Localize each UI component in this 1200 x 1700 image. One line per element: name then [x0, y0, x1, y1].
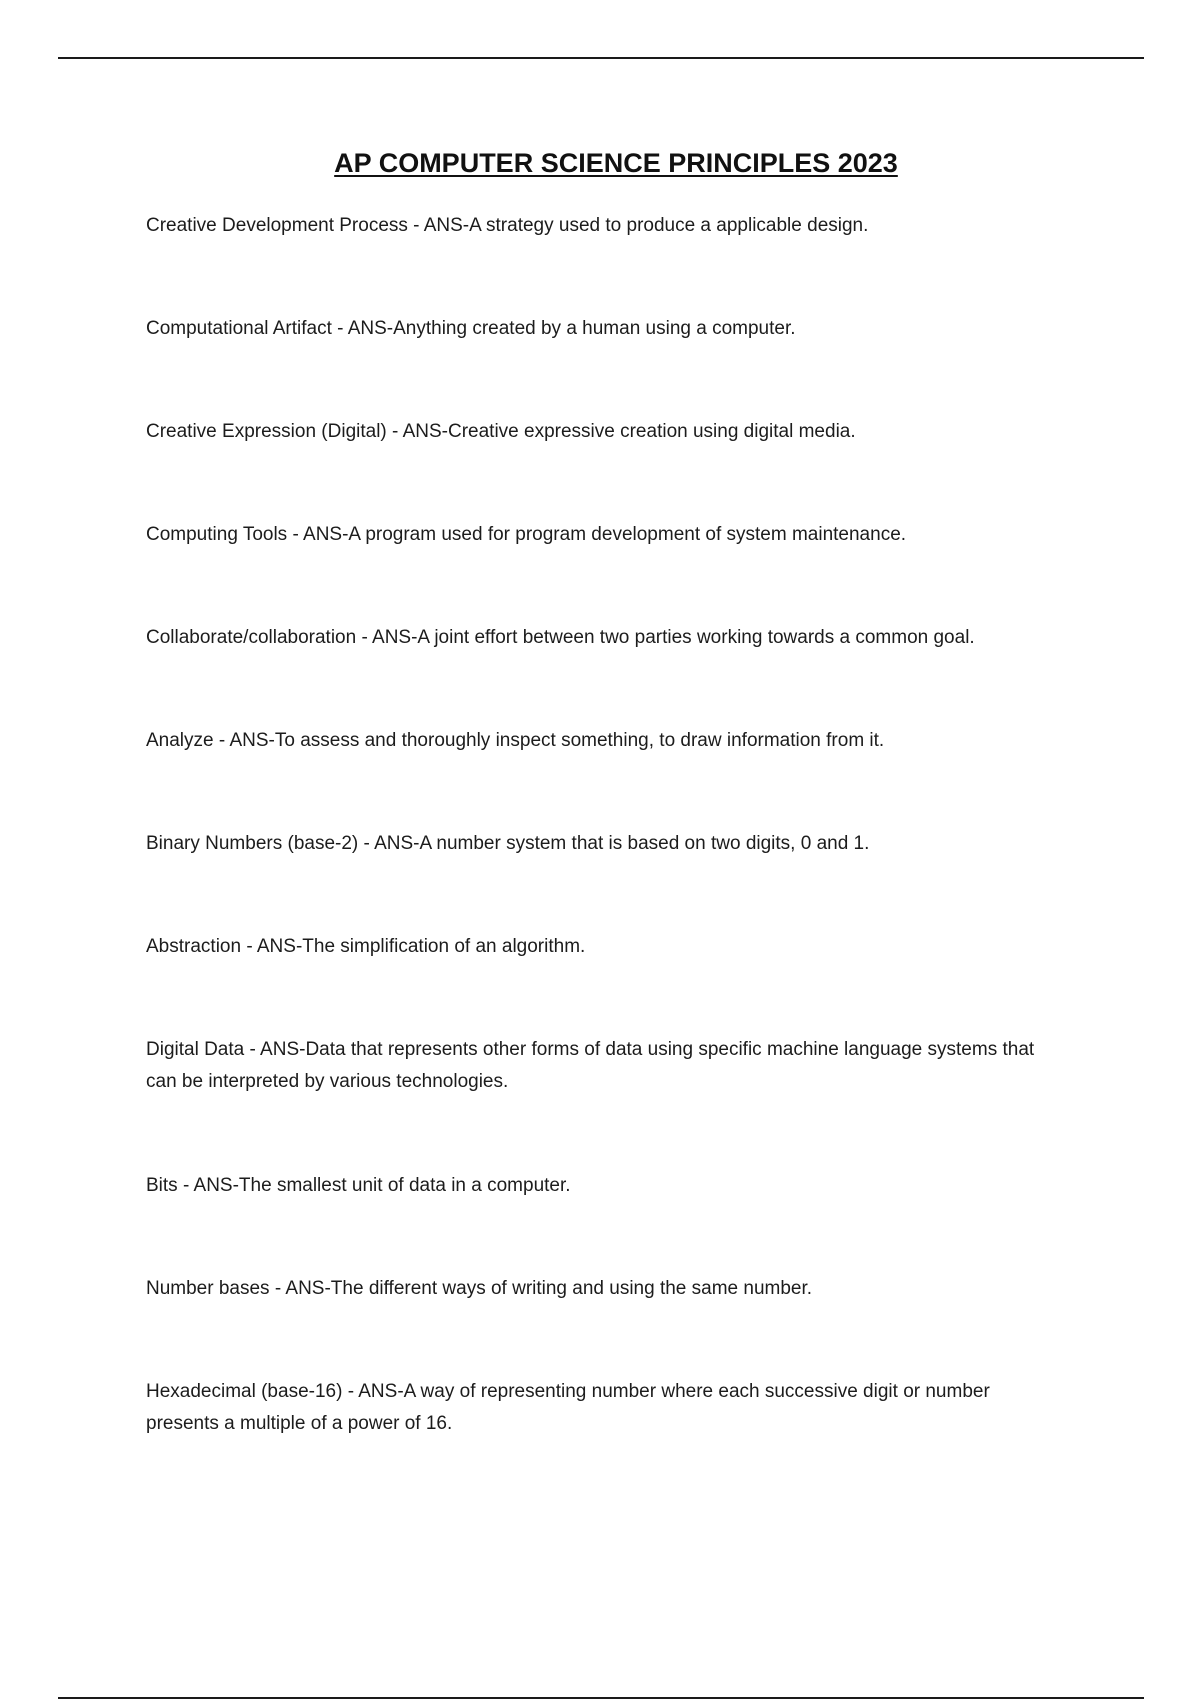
glossary-entry [146, 1376, 1066, 1440]
entry-term: Analyze [146, 730, 214, 751]
entry-definition: A program used for program development of system maintenance. [348, 524, 907, 545]
entry-term: Collaborate/collaboration [146, 627, 357, 648]
entry-definition: A number system that is based on two digits, 0 and 1. [419, 833, 870, 854]
entry-definition: The different ways of writing and using the same number. [330, 1278, 813, 1299]
entry-term: Creative Expression (Digital) [146, 421, 387, 442]
entry-definition: The simplification of an algorithm. [302, 936, 586, 957]
entry-separator: - ANS- [407, 215, 470, 236]
entry-term: Abstraction [146, 936, 242, 957]
entry-separator: - ANS- [241, 936, 303, 957]
entry-separator: - ANS- [342, 1381, 404, 1402]
entry-term: Bits [146, 1175, 178, 1196]
entry-definition: A joint effort between two parties working towards a common goal. [417, 627, 975, 648]
entry-term: Hexadecimal (base-16) [146, 1381, 343, 1402]
entry-separator: - ANS- [356, 627, 418, 648]
glossary-entry [146, 725, 1066, 757]
entry-term: Computational Artifact [146, 318, 332, 339]
entry-separator: - ANS- [244, 1039, 306, 1060]
entry-definition: Anything created by a human using a computer. [393, 318, 796, 339]
glossary-entry [146, 416, 1066, 448]
glossary-entry [146, 1034, 1066, 1098]
entry-definition: To assess and thoroughly inspect something, to draw information from it. [274, 730, 885, 751]
glossary-entry [146, 313, 1066, 345]
entry-definition: A way of representing number where each successive digit or number presents a multiple of a power of 16. [146, 1381, 990, 1434]
glossary-entry [146, 1170, 1066, 1202]
top-rule [58, 57, 1144, 59]
glossary-entry [146, 519, 1066, 551]
document-title: AP COMPUTER SCIENCE PRINCIPLES 2023 [334, 148, 898, 178]
glossary-entry [146, 828, 1066, 860]
glossary-entry [146, 1273, 1066, 1305]
glossary-entry [146, 210, 1066, 242]
entry-separator: - ANS- [386, 421, 448, 442]
entry-term: Number bases [146, 1278, 270, 1299]
entry-separator: - ANS- [287, 524, 349, 545]
entry-definition: The smallest unit of data in a computer. [238, 1175, 571, 1196]
entry-separator: - ANS- [213, 730, 275, 751]
entry-term: Creative Development Process [146, 215, 408, 236]
glossary-entry [146, 931, 1066, 963]
glossary-entry [146, 622, 1066, 654]
bottom-rule [58, 1697, 1144, 1699]
entry-separator: - ANS- [269, 1278, 331, 1299]
entry-separator: - ANS- [177, 1175, 239, 1196]
entry-definition: Creative expressive creation using digital media. [447, 421, 856, 442]
entry-definition: A strategy used to produce a applicable design. [469, 215, 869, 236]
entry-term: Binary Numbers (base-2) [146, 833, 359, 854]
entry-definition: Data that represents other forms of data using specific machine language systems that can be interpreted by various technologies. [146, 1039, 1035, 1092]
entry-term: Computing Tools [146, 524, 288, 545]
entry-separator: - ANS- [358, 833, 420, 854]
entry-term: Digital Data [146, 1039, 245, 1060]
entry-separator: - ANS- [331, 318, 394, 339]
